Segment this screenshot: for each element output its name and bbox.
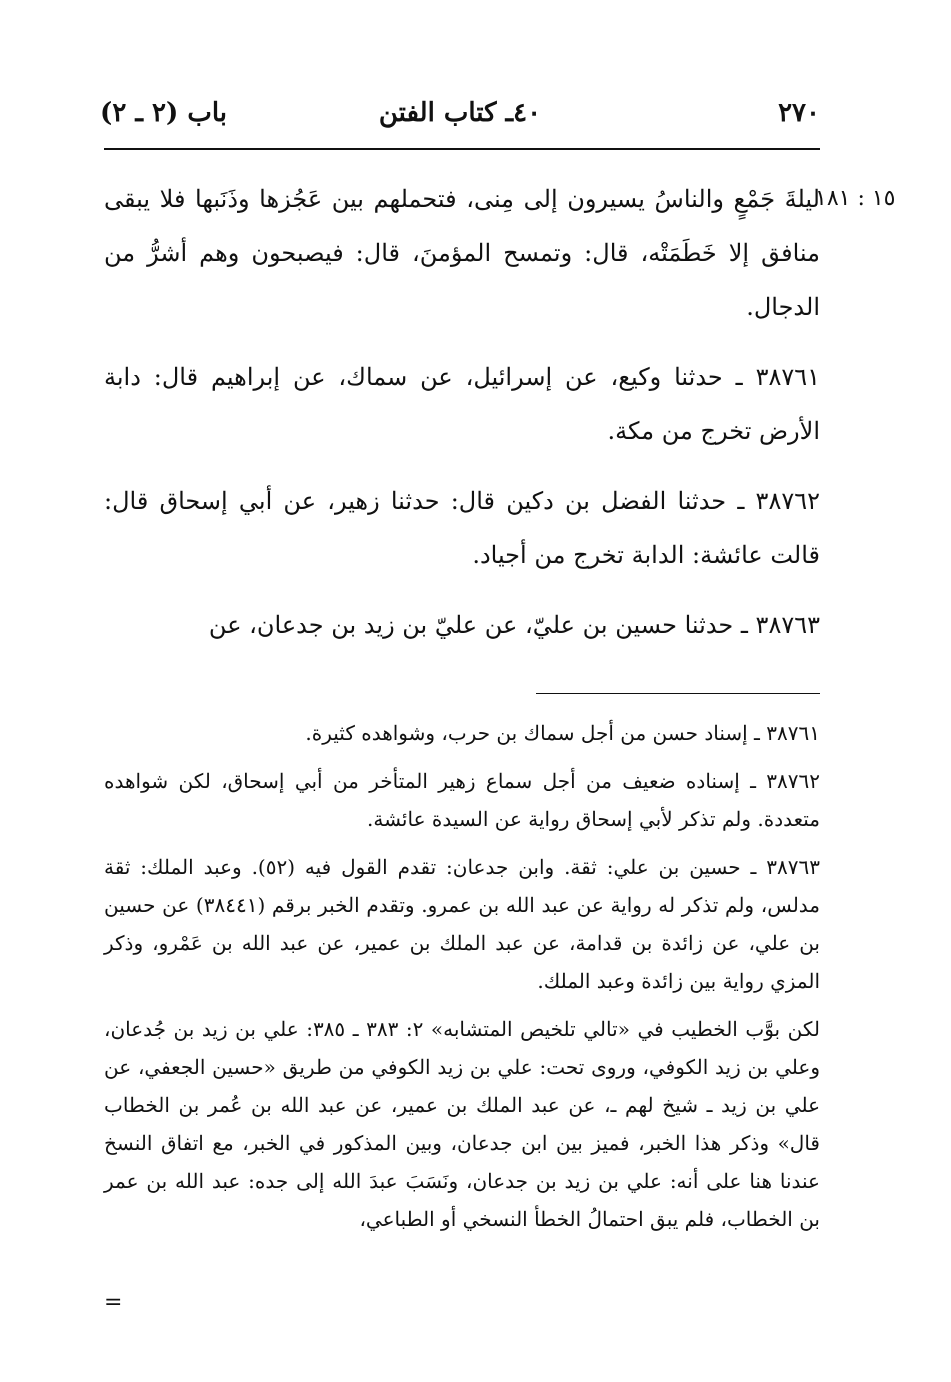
hadith-38762: ٣٨٧٦٢ ـ حدثنا الفضل بن دكين قال: حدثنا زهير، عن أبي إسحاق قال: قالت عائشة: الدابة تخرج من أجياد.	[104, 487, 820, 569]
hadith-38763: ٣٨٧٦٣ ـ حدثنا حسين بن عليّ، عن عليّ بن زيد بن جدعان، عن	[208, 611, 820, 639]
running-header	[100, 98, 820, 138]
chapter-label: باب (٢ ـ ٢)	[100, 98, 227, 128]
footnotes	[104, 714, 820, 1248]
footnote-rule	[536, 693, 820, 694]
continuation-mark: =	[104, 1290, 123, 1315]
margin-reference: ١٥ : ١٨١	[815, 186, 896, 211]
book-title: ٤٠ـ كتاب الفتن	[378, 98, 542, 128]
main-text	[104, 172, 820, 652]
header-rule	[104, 148, 820, 150]
footnote-continuation: لكن بوَّب الخطيب في «تالي تلخيص المتشابه» ٢: ٣٨٣ ـ ٣٨٥: علي بن زيد بن جُدعان، وعلي بن زيد الكوفي، وروى تحت: علي بن زيد الكوفي من طريق «حسين الجعفي، عن علي بن زيد ـ شيخ لهم ـ، عن عبد الملك بن عمير، عن عبد الله بن عُمر بن الخطاب قال» وذكر هذا الخبر، فميز بين ابن جدعان، وبين المذكور في الخبر، مع اتفاق النسخ عندنا هنا على أنه: علي بن زيد بن جدعان، ونَسَبَ عبدَ الله إلى جده: عبد الله بن عمر بن الخطاب، فلم يبق احتمالُ الخطأ النسخي أو الطباعي،	[104, 1017, 820, 1231]
page-number: ٢٧٠	[778, 98, 820, 128]
hadith-38761: ٣٨٧٦١ ـ حدثنا وكيع، عن إسرائيل، عن سماك، عن إبراهيم قال: دابة الأرض تخرج من مكة.	[104, 363, 821, 445]
footnote-38761: ٣٨٧٦١ ـ إسناد حسن من أجل سماك بن حرب، وشواهده كثيرة.	[305, 721, 820, 745]
main-paragraph: ليلةَ جَمْعٍ والناسُ يسيرون إلى مِنى، فتحملهم بين عَجُزها وذَنَبها فلا يبقى منافق إلا خَطَمَتْه، قال: وتمسح المؤمنَ، قال: فيصبحون وهم أشرُّ من الدجال.	[104, 185, 820, 321]
footnote-38762: ٣٨٧٦٢ ـ إسناده ضعيف من أجل سماع زهير المتأخر من أبي إسحاق، لكن شواهده متعددة. ولم تذكر لأبي إسحاق رواية عن السيدة عائشة.	[104, 769, 821, 831]
footnote-38763: ٣٨٧٦٣ ـ حسين بن علي: ثقة. وابن جدعان: تقدم القول فيه (٥٢). وعبد الملك: ثقة مدلس، ولم تذكر له رواية عن عبد الله بن عمرو. وتقدم الخبر برقم (٣٨٤٤١) عن حسين بن علي، عن زائدة بن قدامة، عن عبد الملك بن عمير، عن عبد الله بن عَمْرو، وذكر المزي رواية بين زائدة وعبد الملك.	[104, 855, 821, 993]
